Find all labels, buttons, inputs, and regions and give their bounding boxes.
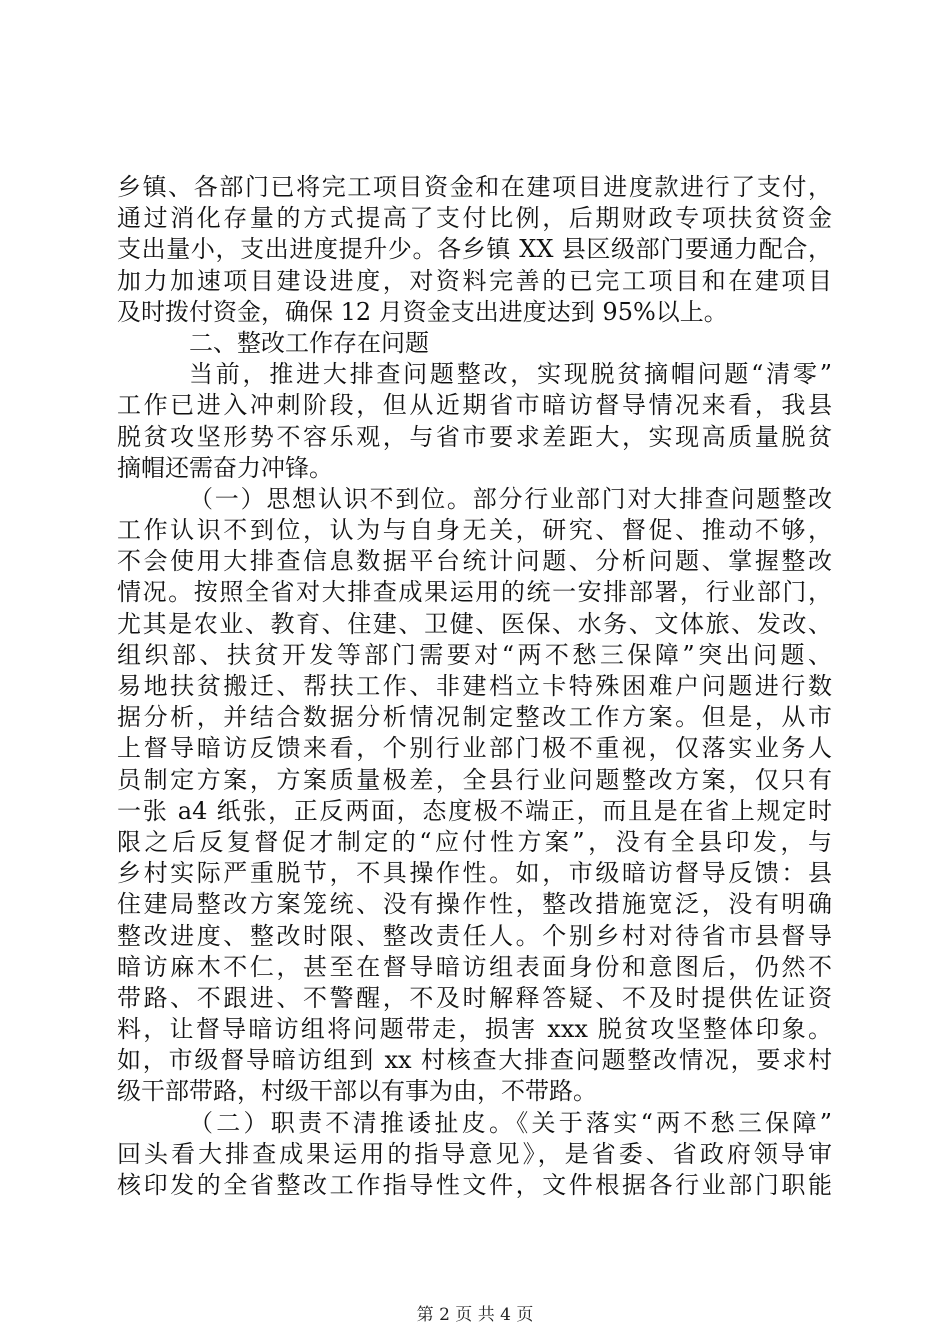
text-line: 工作认识不到位，认为与自身无关，研究、督促、推动不够，	[117, 516, 832, 545]
text-line: 通过消化存量的方式提高了支付比例，后期财政专项扶贫资金	[117, 204, 832, 233]
text-line: 易地扶贫搬迁、帮扶工作、非建档立卡特殊困难户问题进行数	[117, 672, 832, 700]
text-line: 核印发的全省整改工作指导性文件，文件根据各行业部门职能	[117, 1171, 832, 1199]
text-line: 当前，推进大排查问题整改，实现脱贫摘帽问题“清零”	[189, 360, 832, 389]
text-line: 如，市级督导暗访组到 xx 村核查大排查问题整改情况，要求村	[117, 1046, 832, 1075]
document-body	[117, 172, 832, 1201]
text-line: 乡村实际严重脱节，不具操作性。如，市级暗访督导反馈：县	[117, 859, 832, 888]
text-line: 尤其是农业、教育、住建、卫健、医保、水务、文体旅、发改、	[117, 609, 832, 638]
text-line: 不会使用大排查信息数据平台统计问题、分析问题、掌握整改	[117, 547, 832, 576]
text-line: 带路、不跟进、不警醒，不及时解释答疑、不及时提供佐证资	[117, 983, 832, 1012]
text-line: 摘帽还需奋力冲锋。	[117, 453, 333, 482]
text-line: 一张 a4 纸张，正反两面，态度极不端正，而且是在省上规定时	[117, 796, 832, 825]
text-line: （二）职责不清推诿扯皮。《关于落实“两不愁三保障”	[189, 1108, 832, 1137]
text-line: 组织部、扶贫开发等部门需要对“两不愁三保障”突出问题、	[117, 640, 832, 669]
text-line: 脱贫攻坚形势不容乐观，与省市要求差距大，实现高质量脱贫	[117, 422, 832, 451]
text-line: 及时拨付资金，确保 12 月资金支出进度达到 95%以上。	[117, 297, 728, 326]
text-line: 员制定方案，方案质量极差，全县行业问题整改方案，仅只有	[117, 765, 832, 794]
text-line: 二、整改工作存在问题	[189, 328, 429, 357]
text-line: 暗访麻木不仁，甚至在督导暗访组表面身份和意图后，仍然不	[117, 952, 832, 981]
text-line: 支出量小，支出进度提升少。各乡镇 XX 县区级部门要通力配合，	[117, 235, 832, 264]
text-line: 级干部带路，村级干部以有事为由，不带路。	[117, 1077, 597, 1106]
text-line: 整改进度、整改时限、整改责任人。个别乡村对待省市县督导	[117, 921, 832, 950]
text-line: 工作已进入冲刺阶段，但从近期省市暗访督导情况来看，我县	[117, 391, 832, 420]
text-line: 据分析，并结合数据分析情况制定整改工作方案。但是，从市	[117, 703, 832, 732]
page-footer: 第 2 页 共 4 页	[416, 1305, 534, 1325]
text-line: 住建局整改方案笼统、没有操作性，整改措施宽泛，没有明确	[117, 890, 832, 919]
text-line: 限之后反复督促才制定的“应付性方案”，没有全县印发，与	[117, 827, 832, 856]
text-line: 上督导暗访反馈来看，个别行业部门极不重视，仅落实业务人	[117, 734, 832, 763]
text-line: （一）思想认识不到位。部分行业部门对大排查问题整改	[189, 484, 832, 513]
text-line: 乡镇、各部门已将完工项目资金和在建项目进度款进行了支付，	[117, 173, 832, 201]
text-line: 回头看大排查成果运用的指导意见》，是省委、省政府领导审	[117, 1139, 832, 1168]
text-line: 情况。按照全省对大排查成果运用的统一安排部署，行业部门，	[117, 578, 832, 607]
text-line: 料，让督导暗访组将问题带走，损害 xxx 脱贫攻坚整体印象。	[117, 1015, 832, 1044]
text-line: 加力加速项目建设进度，对资料完善的已完工项目和在建项目	[117, 266, 832, 295]
